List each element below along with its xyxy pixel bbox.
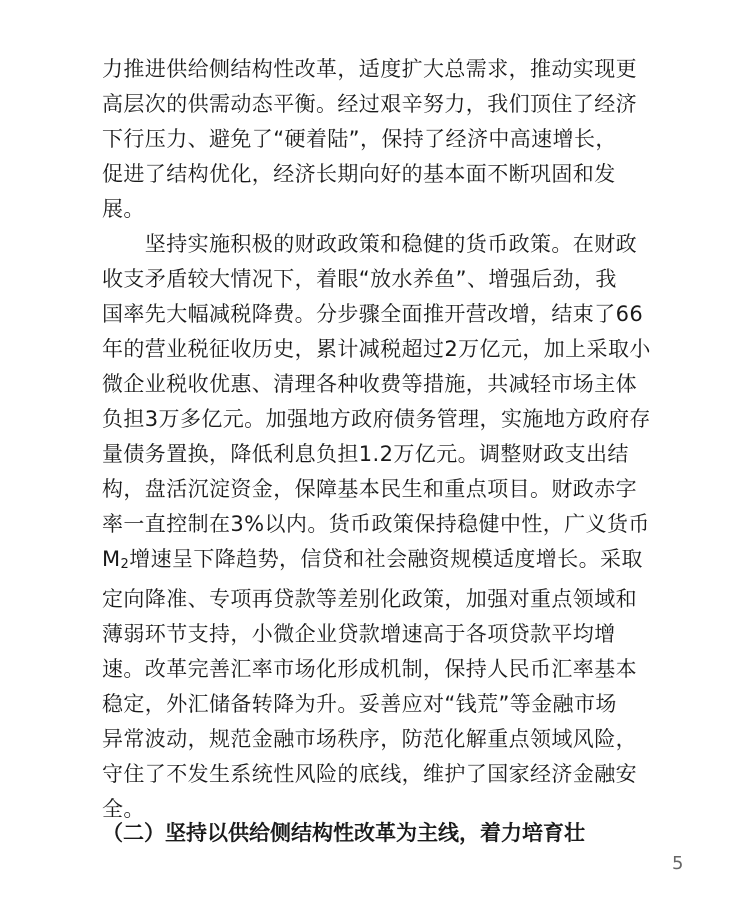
- body-text: [102, 52, 662, 827]
- text-line: 展。: [102, 197, 145, 221]
- text-line: 下行压力、避免了“硬着陆”，保持了经济中高速增长，: [102, 127, 617, 151]
- text-line: 定向降准、专项再贷款等差别化政策，加强对重点领域和: [102, 587, 637, 611]
- text-line: 年的营业税征收历史，累计减税超过2万亿元，加上采取小: [102, 337, 651, 361]
- text-line: 速。改革完善汇率市场化形成机制，保持人民币汇率基本: [102, 657, 637, 681]
- text-line-m2: [102, 542, 662, 582]
- paragraph-2: [102, 227, 662, 827]
- text-line: 率一直控制在3%以内。货币政策保持稳健中性，广义货币: [102, 512, 650, 536]
- section-heading: （二）坚持以供给侧结构性改革为主线，着力培育壮: [102, 820, 585, 845]
- text-line: 坚持实施积极的财政政策和稳健的货币政策。在财政: [102, 232, 637, 256]
- text-line: 负担3万多亿元。加强地方政府债务管理，实施地方政府存: [102, 407, 651, 431]
- text-line: 守住了不发生系统性风险的底线，维护了国家经济金融安: [102, 762, 637, 786]
- text-line: 量债务置换，降低利息负担1.2万亿元。调整财政支出结: [102, 442, 629, 466]
- page-number: 5: [672, 853, 684, 874]
- text-line: 薄弱环节支持，小微企业贷款增速高于各项贷款平均增: [102, 622, 616, 646]
- text-line: 高层次的供需动态平衡。经过艰辛努力，我们顶住了经济: [102, 92, 637, 116]
- text-line: 构，盘活沉淀资金，保障基本民生和重点项目。财政赤字: [102, 477, 637, 501]
- text-line: 国率先大幅减税降费。分步骤全面推开营改增，结束了66: [102, 302, 644, 326]
- paragraph-1: [102, 52, 662, 227]
- text-line: 稳定，外汇储备转降为升。妥善应对“钱荒”等金融市场: [102, 692, 617, 716]
- text-line: 收支矛盾较大情况下，着眼“放水养鱼”、增强后劲，我: [102, 267, 617, 291]
- m2-prefix: M: [102, 547, 121, 571]
- text-line: 全。: [102, 797, 145, 821]
- m2-subscript: 2: [120, 557, 130, 572]
- text-line: 异常波动，规范金融市场秩序，防范化解重点领域风险，: [102, 727, 637, 751]
- text-line: 微企业税收优惠、清理各种收费等措施，共减轻市场主体: [102, 372, 637, 396]
- text-line: 促进了结构优化，经济长期向好的基本面不断巩固和发: [102, 162, 616, 186]
- text-line: 力推进供给侧结构性改革，适度扩大总需求，推动实现更: [102, 57, 637, 81]
- m2-line-rest: 增速呈下降趋势，信贷和社会融资规模适度增长。采取: [129, 547, 643, 571]
